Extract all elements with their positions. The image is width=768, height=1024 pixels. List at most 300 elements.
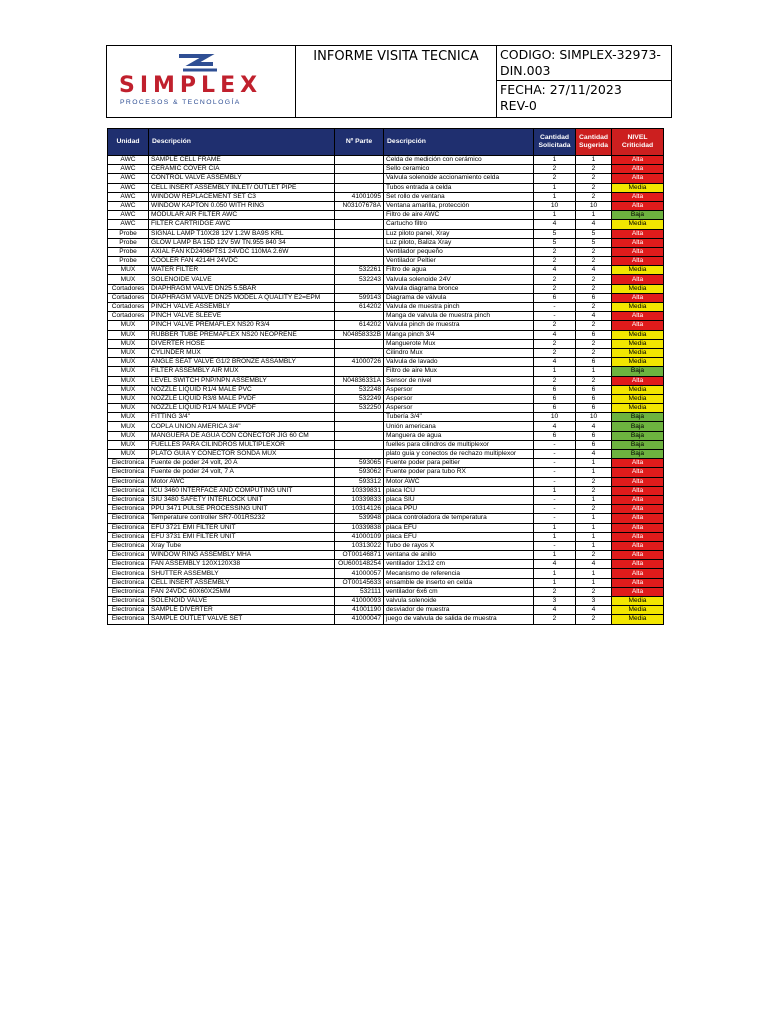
table-row bbox=[108, 505, 664, 514]
cell-unidad: MUX bbox=[108, 385, 149, 394]
table-row bbox=[108, 597, 664, 606]
cell-cantidad-sugerida: 2 bbox=[576, 303, 612, 312]
cell-cantidad-sugerida: 2 bbox=[576, 275, 612, 284]
cell-part-number: OU600148254 bbox=[335, 560, 384, 569]
cell-part-number: 41000047 bbox=[335, 615, 384, 624]
cell-unidad: Cortadores bbox=[108, 312, 149, 321]
cell-cantidad-solicitada: 2 bbox=[534, 339, 576, 348]
cell-descripcion-es: Valvula solenoide accionamiento celda bbox=[384, 174, 534, 183]
cell-unidad: MUX bbox=[108, 450, 149, 459]
cell-cantidad-sugerida: 3 bbox=[576, 597, 612, 606]
cell-part-number: 10339838 bbox=[335, 523, 384, 532]
simplex-logo bbox=[107, 46, 295, 114]
cell-unidad: Electronica bbox=[108, 505, 149, 514]
cell-part-number: 532111 bbox=[335, 587, 384, 596]
cell-cantidad-solicitada: 1 bbox=[534, 367, 576, 376]
cell-descripcion-es: Cartucho filtro bbox=[384, 220, 534, 229]
cell-cantidad-solicitada: 6 bbox=[534, 293, 576, 302]
cell-descripcion-en: AXIAL FAN KD2406PTS1 24VDC 110MA 2.6W bbox=[149, 247, 335, 256]
cell-cantidad-sugerida: 4 bbox=[576, 220, 612, 229]
cell-criticidad: Alta bbox=[612, 578, 664, 587]
cell-descripcion-en: COPLA UNION AMERICA 3/4" bbox=[149, 422, 335, 431]
cell-unidad: AWC bbox=[108, 201, 149, 210]
document-date: FECHA: 27/11/2023 bbox=[500, 82, 622, 97]
cell-cantidad-solicitada: - bbox=[534, 495, 576, 504]
cell-part-number bbox=[335, 413, 384, 422]
cell-descripcion-es: Ventilador pequeño bbox=[384, 247, 534, 256]
cell-descripcion-es: Manguerote Mux bbox=[384, 339, 534, 348]
cell-unidad: Electronica bbox=[108, 486, 149, 495]
cell-unidad: MUX bbox=[108, 431, 149, 440]
table-row bbox=[108, 247, 664, 256]
cell-cantidad-sugerida: 6 bbox=[576, 394, 612, 403]
table-row bbox=[108, 183, 664, 192]
table-row bbox=[108, 367, 664, 376]
cell-cantidad-sugerida: 2 bbox=[576, 376, 612, 385]
cell-part-number bbox=[335, 257, 384, 266]
cell-descripcion-en: PINCH VALVE SLEEVE bbox=[149, 312, 335, 321]
cell-cantidad-sugerida: 2 bbox=[576, 477, 612, 486]
cell-cantidad-solicitada: 6 bbox=[534, 404, 576, 413]
cell-descripcion-en: CONTROL VALVE ASSEMBLY bbox=[149, 174, 335, 183]
cell-unidad: Electronica bbox=[108, 551, 149, 560]
cell-cantidad-sugerida: 1 bbox=[576, 468, 612, 477]
cell-unidad: Electronica bbox=[108, 578, 149, 587]
col-header-nivel-criticidad: NIVEL Criticidad bbox=[612, 129, 664, 156]
cell-descripcion-es: Valvula de lavado bbox=[384, 358, 534, 367]
cell-descripcion-en: WATER FILTER bbox=[149, 266, 335, 275]
cell-part-number bbox=[335, 247, 384, 256]
cell-unidad: Electronica bbox=[108, 514, 149, 523]
table-row bbox=[108, 551, 664, 560]
cell-unidad: MUX bbox=[108, 339, 149, 348]
cell-unidad: MUX bbox=[108, 394, 149, 403]
cell-unidad: Electronica bbox=[108, 560, 149, 569]
cell-descripcion-es: ensamble de inserto en celda bbox=[384, 578, 534, 587]
table-row bbox=[108, 606, 664, 615]
cell-part-number: 10313022 bbox=[335, 541, 384, 550]
cell-descripcion-es: Luz piloto, Baliza Xray bbox=[384, 238, 534, 247]
cell-descripcion-en: FILTER CARTRIDGE AWC bbox=[149, 220, 335, 229]
cell-part-number bbox=[335, 422, 384, 431]
table-row bbox=[108, 201, 664, 210]
cell-unidad: AWC bbox=[108, 183, 149, 192]
cell-part-number: N03107678A bbox=[335, 201, 384, 210]
cell-cantidad-sugerida: 2 bbox=[576, 486, 612, 495]
cell-part-number bbox=[335, 183, 384, 192]
cell-cantidad-sugerida: 1 bbox=[576, 367, 612, 376]
cell-descripcion-en: CELL INSERT ASSEMBLY INLET/ OUTLET PIPE bbox=[149, 183, 335, 192]
table-body bbox=[108, 156, 664, 625]
cell-descripcion-es: placa EFU bbox=[384, 532, 534, 541]
table-row bbox=[108, 495, 664, 504]
cell-part-number: 41000093 bbox=[335, 597, 384, 606]
cell-criticidad: Alta bbox=[612, 201, 664, 210]
cell-part-number bbox=[335, 339, 384, 348]
table-row bbox=[108, 339, 664, 348]
cell-descripcion-es: Cilindro Mux bbox=[384, 348, 534, 357]
cell-cantidad-sugerida: 2 bbox=[576, 615, 612, 624]
cell-criticidad: Media bbox=[612, 330, 664, 339]
table-row bbox=[108, 587, 664, 596]
cell-cantidad-sugerida: 6 bbox=[576, 404, 612, 413]
cell-descripcion-en: SAMPLE CELL FRAME bbox=[149, 156, 335, 165]
table-row bbox=[108, 578, 664, 587]
cell-unidad: MUX bbox=[108, 367, 149, 376]
table-row bbox=[108, 266, 664, 275]
cell-part-number: 41000057 bbox=[335, 569, 384, 578]
col-header-descripcion-es: Descripción bbox=[384, 129, 534, 156]
cell-part-number: 10339833 bbox=[335, 495, 384, 504]
cell-descripcion-es: valvula solenoide bbox=[384, 597, 534, 606]
cell-criticidad: Alta bbox=[612, 376, 664, 385]
table-row bbox=[108, 165, 664, 174]
cell-descripcion-es: Tubo de rayos X bbox=[384, 541, 534, 550]
cell-part-number: 532248 bbox=[335, 385, 384, 394]
cell-cantidad-sugerida: 4 bbox=[576, 312, 612, 321]
cell-cantidad-solicitada: 2 bbox=[534, 284, 576, 293]
cell-descripcion-es: juego de valvula de salida de muestra bbox=[384, 615, 534, 624]
cell-criticidad: Alta bbox=[612, 477, 664, 486]
table-row bbox=[108, 532, 664, 541]
cell-cantidad-sugerida: 1 bbox=[576, 514, 612, 523]
cell-descripcion-es: placa ICU bbox=[384, 486, 534, 495]
cell-cantidad-sugerida: 2 bbox=[576, 247, 612, 256]
cell-cantidad-solicitada: 2 bbox=[534, 275, 576, 284]
cell-cantidad-sugerida: 1 bbox=[576, 211, 612, 220]
cell-criticidad: Alta bbox=[612, 514, 664, 523]
cell-part-number bbox=[335, 312, 384, 321]
cell-descripcion-en: FILTER ASSEMBLY AIR MUX bbox=[149, 367, 335, 376]
simplex-logo-icon bbox=[177, 53, 219, 73]
cell-cantidad-sugerida: 6 bbox=[576, 440, 612, 449]
cell-descripcion-en: DIAPHRAGM VALVE DN25 5.5BAR bbox=[149, 284, 335, 293]
cell-unidad: Electronica bbox=[108, 569, 149, 578]
table-row bbox=[108, 229, 664, 238]
cell-descripcion-es: Unión americana bbox=[384, 422, 534, 431]
cell-descripcion-es: ventilador 12x12 cm bbox=[384, 560, 534, 569]
cell-criticidad: Baja bbox=[612, 367, 664, 376]
cell-cantidad-solicitada: 3 bbox=[534, 597, 576, 606]
cell-descripcion-es: Manga de valvula de muestra pinch bbox=[384, 312, 534, 321]
cell-criticidad: Media bbox=[612, 266, 664, 275]
cell-criticidad: Media bbox=[612, 303, 664, 312]
cell-unidad: Probe bbox=[108, 247, 149, 256]
table-row bbox=[108, 293, 664, 302]
cell-descripcion-es: ventana de anillo bbox=[384, 551, 534, 560]
cell-criticidad: Media bbox=[612, 339, 664, 348]
cell-descripcion-es: Aspersor bbox=[384, 404, 534, 413]
cell-descripcion-es: Set rollo de ventana bbox=[384, 192, 534, 201]
cell-cantidad-solicitada: 2 bbox=[534, 348, 576, 357]
table-row bbox=[108, 615, 664, 624]
cell-part-number bbox=[335, 156, 384, 165]
cell-unidad: MUX bbox=[108, 266, 149, 275]
cell-cantidad-solicitada: 1 bbox=[534, 183, 576, 192]
cell-part-number: N04858332B bbox=[335, 330, 384, 339]
cell-criticidad: Media bbox=[612, 615, 664, 624]
cell-cantidad-sugerida: 4 bbox=[576, 422, 612, 431]
cell-criticidad: Alta bbox=[612, 165, 664, 174]
cell-descripcion-en: FUELLES PARA CILINDROS MULTIPLEXOR bbox=[149, 440, 335, 449]
cell-criticidad: Media bbox=[612, 183, 664, 192]
cell-descripcion-en: ANGLE SEAT VALVE G1/2 BRONZE ASSAMBLY bbox=[149, 358, 335, 367]
cell-descripcion-en: FAN 24VDC 60X60X25MM bbox=[149, 587, 335, 596]
cell-descripcion-es: Filtro de aire Mux bbox=[384, 367, 534, 376]
cell-unidad: MUX bbox=[108, 440, 149, 449]
cell-unidad: Cortadores bbox=[108, 303, 149, 312]
cell-unidad: Electronica bbox=[108, 523, 149, 532]
cell-unidad: AWC bbox=[108, 192, 149, 201]
cell-criticidad: Baja bbox=[612, 211, 664, 220]
cell-descripcion-en: FAN ASSEMBLY 120X120X38 bbox=[149, 560, 335, 569]
cell-descripcion-es: placa PPU bbox=[384, 505, 534, 514]
cell-cantidad-solicitada: 10 bbox=[534, 201, 576, 210]
cell-criticidad: Baja bbox=[612, 422, 664, 431]
cell-criticidad: Alta bbox=[612, 541, 664, 550]
cell-descripcion-en: CERAMIC COVER CIA bbox=[149, 165, 335, 174]
cell-part-number: 41000726 bbox=[335, 358, 384, 367]
cell-descripcion-es: Manga pinch 3/4 bbox=[384, 330, 534, 339]
cell-descripcion-en: SOLENOIDE VALVE bbox=[149, 275, 335, 284]
cell-cantidad-sugerida: 2 bbox=[576, 174, 612, 183]
cell-criticidad: Media bbox=[612, 284, 664, 293]
cell-descripcion-en: PINCH VALVE ASSEMBLY bbox=[149, 303, 335, 312]
cell-criticidad: Alta bbox=[612, 468, 664, 477]
cell-cantidad-solicitada: 1 bbox=[534, 551, 576, 560]
cell-cantidad-solicitada: 2 bbox=[534, 257, 576, 266]
table-row bbox=[108, 220, 664, 229]
cell-part-number: 41000109 bbox=[335, 532, 384, 541]
cell-descripcion-en: WINDOW KAPTON 0.050 WITH RING bbox=[149, 201, 335, 210]
table-row bbox=[108, 459, 664, 468]
col-header-cantidad-sugerida: Cantidad Sugerida bbox=[576, 129, 612, 156]
table-row bbox=[108, 413, 664, 422]
cell-part-number: 532261 bbox=[335, 266, 384, 275]
cell-descripcion-es: Motor AWC bbox=[384, 477, 534, 486]
cell-part-number: 599143 bbox=[335, 293, 384, 302]
cell-unidad: Electronica bbox=[108, 477, 149, 486]
cell-unidad: Cortadores bbox=[108, 293, 149, 302]
cell-part-number: 593312 bbox=[335, 477, 384, 486]
cell-unidad: AWC bbox=[108, 156, 149, 165]
cell-cantidad-sugerida: 2 bbox=[576, 348, 612, 357]
cell-descripcion-en: NOZZLE LIQUID R3/8 MALE PVDF bbox=[149, 394, 335, 403]
cell-criticidad: Alta bbox=[612, 551, 664, 560]
cell-cantidad-solicitada: 1 bbox=[534, 211, 576, 220]
cell-descripcion-es: Filtro de aire AWC bbox=[384, 211, 534, 220]
cell-descripcion-es: Sello ceramico bbox=[384, 165, 534, 174]
cell-cantidad-sugerida: 2 bbox=[576, 284, 612, 293]
cell-cantidad-solicitada: - bbox=[534, 303, 576, 312]
cell-cantidad-solicitada: 4 bbox=[534, 606, 576, 615]
cell-criticidad: Media bbox=[612, 220, 664, 229]
table-row bbox=[108, 348, 664, 357]
cell-unidad: Electronica bbox=[108, 541, 149, 550]
cell-unidad: MUX bbox=[108, 348, 149, 357]
cell-cantidad-solicitada: - bbox=[534, 541, 576, 550]
table-row bbox=[108, 422, 664, 431]
cell-part-number bbox=[335, 450, 384, 459]
table-row bbox=[108, 303, 664, 312]
cell-descripcion-es: desviador de muestra bbox=[384, 606, 534, 615]
cell-cantidad-solicitada: - bbox=[534, 468, 576, 477]
cell-cantidad-sugerida: 10 bbox=[576, 201, 612, 210]
cell-cantidad-sugerida: 2 bbox=[576, 587, 612, 596]
cell-cantidad-sugerida: 2 bbox=[576, 165, 612, 174]
cell-descripcion-en: LEVEL SWITCH PNP/NPN ASSEMBLY bbox=[149, 376, 335, 385]
cell-cantidad-solicitada: 2 bbox=[534, 165, 576, 174]
cell-cantidad-solicitada: 6 bbox=[534, 431, 576, 440]
cell-criticidad: Baja bbox=[612, 413, 664, 422]
cell-descripcion-en: ICU 3460 INTERFACE AND COMPUTING UNIT bbox=[149, 486, 335, 495]
cell-descripcion-es: Fuente poder para tubo RX bbox=[384, 468, 534, 477]
cell-cantidad-sugerida: 1 bbox=[576, 459, 612, 468]
cell-cantidad-sugerida: 6 bbox=[576, 358, 612, 367]
cell-descripcion-es: Luz piloto panel, Xray bbox=[384, 229, 534, 238]
cell-descripcion-en: Fuente de poder 24 volt, 20 A bbox=[149, 459, 335, 468]
cell-cantidad-solicitada: 4 bbox=[534, 266, 576, 275]
cell-part-number: 41001095 bbox=[335, 192, 384, 201]
cell-part-number: 532249 bbox=[335, 394, 384, 403]
cell-descripcion-en: EFU 3721 EMI FILTER UNIT bbox=[149, 523, 335, 532]
cell-cantidad-sugerida: 6 bbox=[576, 293, 612, 302]
parts-table bbox=[107, 128, 664, 625]
cell-cantidad-solicitada: 4 bbox=[534, 422, 576, 431]
cell-descripcion-en: DIVERTER HOSE bbox=[149, 339, 335, 348]
cell-unidad: MUX bbox=[108, 376, 149, 385]
cell-unidad: MUX bbox=[108, 330, 149, 339]
table-row bbox=[108, 523, 664, 532]
cell-cantidad-solicitada: 4 bbox=[534, 330, 576, 339]
cell-part-number bbox=[335, 431, 384, 440]
cell-cantidad-sugerida: 4 bbox=[576, 450, 612, 459]
cell-criticidad: Alta bbox=[612, 229, 664, 238]
table-row bbox=[108, 468, 664, 477]
cell-criticidad: Alta bbox=[612, 238, 664, 247]
table-row bbox=[108, 394, 664, 403]
cell-criticidad: Alta bbox=[612, 532, 664, 541]
table-row bbox=[108, 321, 664, 330]
cell-criticidad: Alta bbox=[612, 495, 664, 504]
cell-descripcion-es: Valvula solenoide 24V bbox=[384, 275, 534, 284]
cell-cantidad-solicitada: - bbox=[534, 312, 576, 321]
cell-cantidad-solicitada: 4 bbox=[534, 220, 576, 229]
cell-cantidad-solicitada: 2 bbox=[534, 321, 576, 330]
cell-criticidad: Media bbox=[612, 606, 664, 615]
cell-criticidad: Baja bbox=[612, 431, 664, 440]
document-revision: REV-0 bbox=[500, 98, 537, 113]
cell-descripcion-es: Tubos entrada a celda bbox=[384, 183, 534, 192]
table-row bbox=[108, 440, 664, 449]
table-row bbox=[108, 330, 664, 339]
table-row bbox=[108, 284, 664, 293]
cell-descripcion-es: Tubería 3/4" bbox=[384, 413, 534, 422]
cell-cantidad-sugerida: 10 bbox=[576, 413, 612, 422]
cell-descripcion-es: Filtro de agua bbox=[384, 266, 534, 275]
cell-cantidad-solicitada: 1 bbox=[534, 523, 576, 532]
cell-descripcion-es: ventilador 6x6 cm bbox=[384, 587, 534, 596]
cell-part-number bbox=[335, 238, 384, 247]
cell-part-number: OT00145633 bbox=[335, 578, 384, 587]
cell-part-number bbox=[335, 165, 384, 174]
cell-unidad: Electronica bbox=[108, 615, 149, 624]
cell-unidad: MUX bbox=[108, 321, 149, 330]
cell-unidad: MUX bbox=[108, 422, 149, 431]
table-row bbox=[108, 450, 664, 459]
cell-cantidad-sugerida: 2 bbox=[576, 192, 612, 201]
cell-cantidad-sugerida: 1 bbox=[576, 495, 612, 504]
document-code: CODIGO: SIMPLEX-32973-DIN.003 bbox=[497, 46, 672, 81]
cell-part-number: OT00146871 bbox=[335, 551, 384, 560]
col-header-part-number: Nº Parte bbox=[335, 129, 384, 156]
cell-criticidad: Alta bbox=[612, 312, 664, 321]
table-row bbox=[108, 156, 664, 165]
cell-cantidad-solicitada: 10 bbox=[534, 413, 576, 422]
cell-cantidad-sugerida: 2 bbox=[576, 183, 612, 192]
cell-cantidad-sugerida: 2 bbox=[576, 321, 612, 330]
cell-descripcion-es: Fuente poder para peltier bbox=[384, 459, 534, 468]
cell-cantidad-sugerida: 2 bbox=[576, 551, 612, 560]
cell-descripcion-es: Aspersor bbox=[384, 394, 534, 403]
cell-unidad: Electronica bbox=[108, 495, 149, 504]
cell-descripcion-en: SAMPLE OUTLET VALVE SET bbox=[149, 615, 335, 624]
report-header bbox=[106, 45, 672, 118]
cell-cantidad-sugerida: 1 bbox=[576, 569, 612, 578]
cell-part-number: 10339831 bbox=[335, 486, 384, 495]
cell-part-number: 539948 bbox=[335, 514, 384, 523]
cell-criticidad: Media bbox=[612, 385, 664, 394]
cell-part-number: 532250 bbox=[335, 404, 384, 413]
cell-cantidad-solicitada: 6 bbox=[534, 385, 576, 394]
cell-criticidad: Media bbox=[612, 404, 664, 413]
cell-descripcion-es: Valvula pinch de muestra bbox=[384, 321, 534, 330]
cell-descripcion-en: NOZZLE LIQUID R1/4 MALE PVC bbox=[149, 385, 335, 394]
cell-part-number bbox=[335, 174, 384, 183]
cell-descripcion-es: fuelles para cilindros de multiplexor bbox=[384, 440, 534, 449]
cell-cantidad-sugerida: 6 bbox=[576, 330, 612, 339]
cell-descripcion-en: FITTING 3/4" bbox=[149, 413, 335, 422]
cell-descripcion-en: SIU 3480 SAFETY INTERLOCK UNIT bbox=[149, 495, 335, 504]
cell-cantidad-sugerida: 1 bbox=[576, 578, 612, 587]
cell-descripcion-es: Sensor de nivel bbox=[384, 376, 534, 385]
cell-part-number bbox=[335, 367, 384, 376]
cell-cantidad-solicitada: - bbox=[534, 505, 576, 514]
cell-descripcion-en: Fuente de poder 24 volt, 7 A bbox=[149, 468, 335, 477]
cell-criticidad: Alta bbox=[612, 192, 664, 201]
cell-descripcion-es: plato guia y conectos de rechazo multiplexor bbox=[384, 450, 534, 459]
cell-criticidad: Media bbox=[612, 348, 664, 357]
cell-part-number bbox=[335, 284, 384, 293]
cell-unidad: Electronica bbox=[108, 587, 149, 596]
cell-unidad: Electronica bbox=[108, 606, 149, 615]
cell-descripcion-es: Ventilador Peltier bbox=[384, 257, 534, 266]
cell-cantidad-solicitada: 4 bbox=[534, 560, 576, 569]
cell-descripcion-es: placa controladora de temperatura bbox=[384, 514, 534, 523]
cell-unidad: MUX bbox=[108, 413, 149, 422]
cell-criticidad: Alta bbox=[612, 275, 664, 284]
cell-criticidad: Alta bbox=[612, 587, 664, 596]
cell-cantidad-solicitada: 1 bbox=[534, 569, 576, 578]
cell-criticidad: Alta bbox=[612, 257, 664, 266]
cell-cantidad-solicitada: 2 bbox=[534, 247, 576, 256]
cell-criticidad: Alta bbox=[612, 247, 664, 256]
cell-cantidad-sugerida: 2 bbox=[576, 505, 612, 514]
cell-descripcion-es: Aspersor bbox=[384, 385, 534, 394]
cell-descripcion-en: NOZZLE LIQUID R1/4 MALE PVDF bbox=[149, 404, 335, 413]
cell-criticidad: Alta bbox=[612, 459, 664, 468]
table-row bbox=[108, 541, 664, 550]
